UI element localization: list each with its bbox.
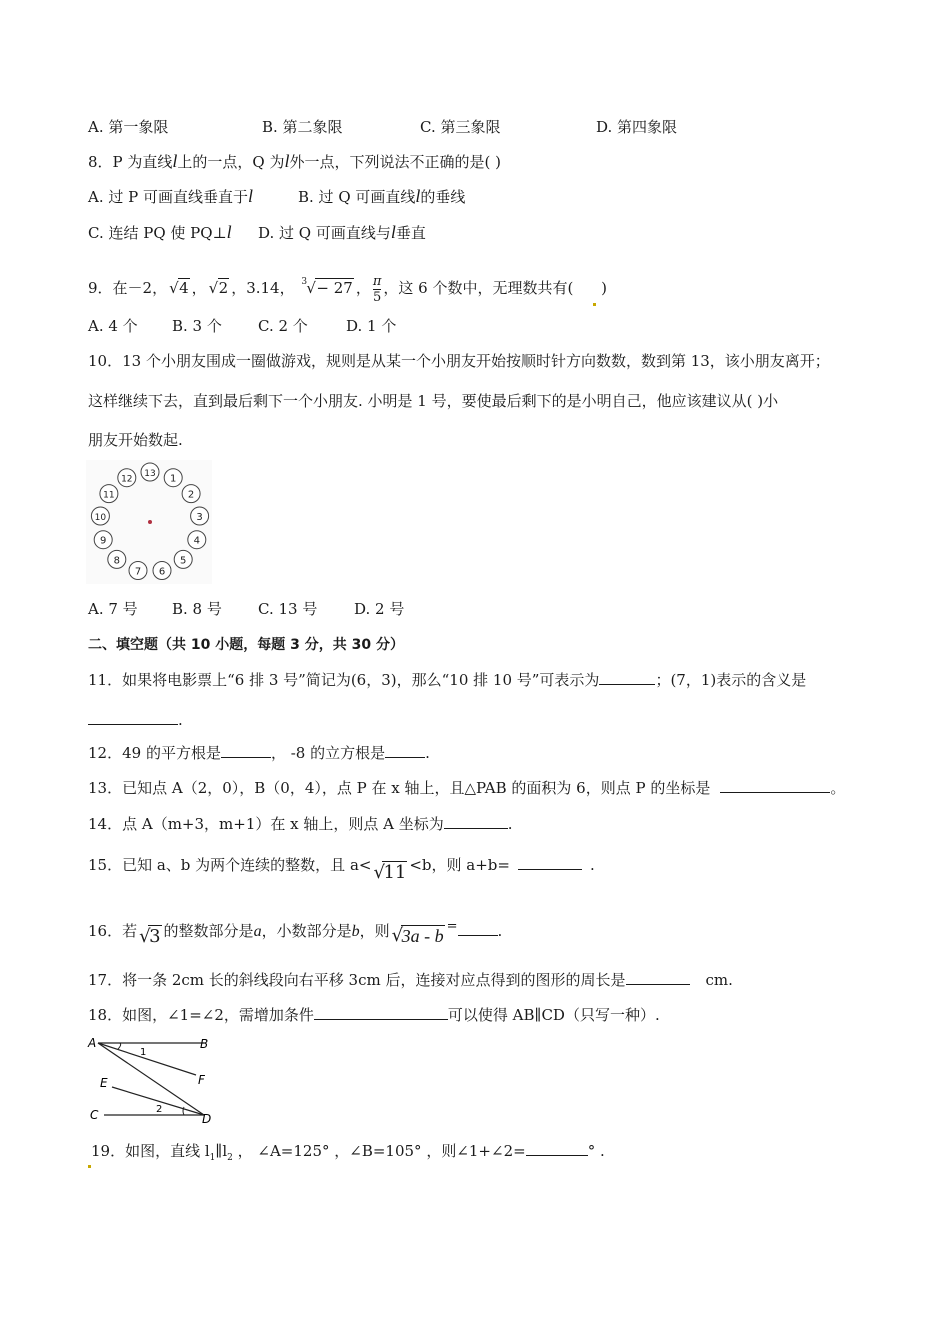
child-label-9: 9 <box>100 535 107 547</box>
q10-option-c: C. 13 号 <box>258 600 318 618</box>
label-c: C <box>90 1108 99 1122</box>
sqrt-4: √ 4 <box>169 279 189 297</box>
q8-option-d: D. 过 Q 可画直线与l垂直 <box>258 222 426 242</box>
q10-option-b: B. 8 号 <box>172 600 222 618</box>
q17: 17．将一条 2cm 长的斜线段向右平移 3cm 后，连接对应点得到的图形的周长是 cm. <box>88 971 733 989</box>
label-angle-2: 2 <box>156 1104 163 1115</box>
q8-option-a: A. 过 P 可画直线垂直于l <box>88 186 254 206</box>
q15: 15．已知 a、b 为两个连续的整数，且 a< √ 11 <b，则 a+b= . <box>88 850 595 888</box>
child-label-2: 2 <box>187 489 195 501</box>
cuberoot-minus27: 3 √ − 27 <box>301 277 353 297</box>
label-a: A <box>88 1036 97 1050</box>
q18: 18．如图，∠1=∠2，需增加条件 可以使得 AB∥CD（只写一种）. <box>88 1006 660 1024</box>
child-label-3: 3 <box>196 512 203 523</box>
q7-option-b: B. 第二象限 <box>262 118 343 136</box>
q18-figure <box>86 1035 218 1127</box>
q9-stem: 9．在－2， √ 4 ， √ 2 ，3.14， 3 √ − 27 ， $\frac{\pi}{5}$ ，这 6 个数中，无理数共有( ) <box>88 270 607 306</box>
q11-line-1: 11．如果将电影票上“6 排 3 号”简记为(6，3)，那么“10 排 10 号”可表示为 ；(7，1)表示的含义是 <box>88 671 807 689</box>
section-2-title: 二、填空题（共 10 小题，每题 3 分，共 30 分） <box>88 637 404 653</box>
circle-center-dot <box>148 520 152 524</box>
line-ad <box>98 1043 204 1115</box>
q10-line-3: 朋友开始数起. <box>88 431 183 449</box>
q10-line-1: 10．13 个小朋友围成一圈做游戏，规则是从某一个小朋友开始按顺时针方向数数，数到第 13，该小朋友离开； <box>88 352 830 370</box>
sqrt-3a-minus-b: √ 3a - b <box>391 925 444 946</box>
q10-option-a: A. 7 号 <box>88 600 138 618</box>
q14: 14．点 A（m+3，m+1）在 x 轴上，则点 A 坐标为 . <box>88 815 513 833</box>
q9-option-b: B. 3 个 <box>172 317 222 335</box>
label-e: E <box>100 1076 108 1090</box>
q7-option-a: A. 第一象限 <box>88 118 169 136</box>
q12: 12．49 的平方根是 ， -8 的立方根是 . <box>88 744 430 762</box>
child-label-1: 1 <box>170 473 177 485</box>
label-d: D <box>202 1112 212 1126</box>
q19: 19．如图，直线 $l_1\parallel l_2$ ， ∠A=125° ，∠B=105° ，则∠1+∠2= ° . <box>88 1141 605 1168</box>
q8-option-c: C. 连结 PQ 使 PQ⊥l <box>88 222 232 242</box>
q7-option-d: D. 第四象限 <box>596 118 678 136</box>
label-b: B <box>200 1037 209 1051</box>
q13: 13．已知点 A（2，0），B（0，4），点 P 在 x 轴上，且△PAB 的面积为 6，则点 P 的坐标是 。 <box>88 779 846 797</box>
q10-option-d: D. 2 号 <box>354 600 405 618</box>
q11-line-2: . <box>88 710 183 730</box>
sqrt-3: √ 3 <box>139 926 161 947</box>
sqrt-2: √ 2 <box>208 279 229 297</box>
child-label-11: 11 <box>103 490 115 501</box>
angle-2-arc <box>183 1107 184 1115</box>
q10-line-2: 这样继续下去，直到最后剩下一个小朋友. 小明是 1 号，要使最后剩下的是小明自己，他应该建议从( )小 <box>88 392 779 410</box>
child-label-12: 12 <box>121 474 133 485</box>
q7-option-c: C. 第三象限 <box>420 118 501 136</box>
sqrt-11: √ 11 <box>373 862 407 883</box>
child-label-13: 13 <box>144 469 156 479</box>
child-label-7: 7 <box>134 566 142 578</box>
label-f: F <box>198 1073 205 1087</box>
q8-stem: 8．P 为直线l上的一点，Q 为l外一点，下列说法不正确的是( ) <box>88 151 501 171</box>
child-label-10: 10 <box>94 513 107 523</box>
q8-option-b: B. 过 Q 可画直线l的垂线 <box>298 186 466 206</box>
q9-option-a: A. 4 个 <box>88 317 138 335</box>
label-angle-1: 1 <box>140 1047 147 1058</box>
q16: 16．若 √ 3 的整数部分是a，小数部分是b，则 √ 3a - b = . <box>88 912 502 952</box>
fraction-pi-over-5: $\frac{\pi}{5}$ <box>372 273 382 305</box>
child-label-5: 5 <box>180 555 187 567</box>
child-label-8: 8 <box>113 555 120 567</box>
q10-circle-figure <box>86 460 212 584</box>
child-label-6: 6 <box>158 566 166 578</box>
line-af <box>98 1043 196 1075</box>
child-label-4: 4 <box>193 535 200 547</box>
angle-1-arc <box>118 1043 121 1049</box>
q9-option-d: D. 1 个 <box>346 317 397 335</box>
q9-option-c: C. 2 个 <box>258 317 308 335</box>
